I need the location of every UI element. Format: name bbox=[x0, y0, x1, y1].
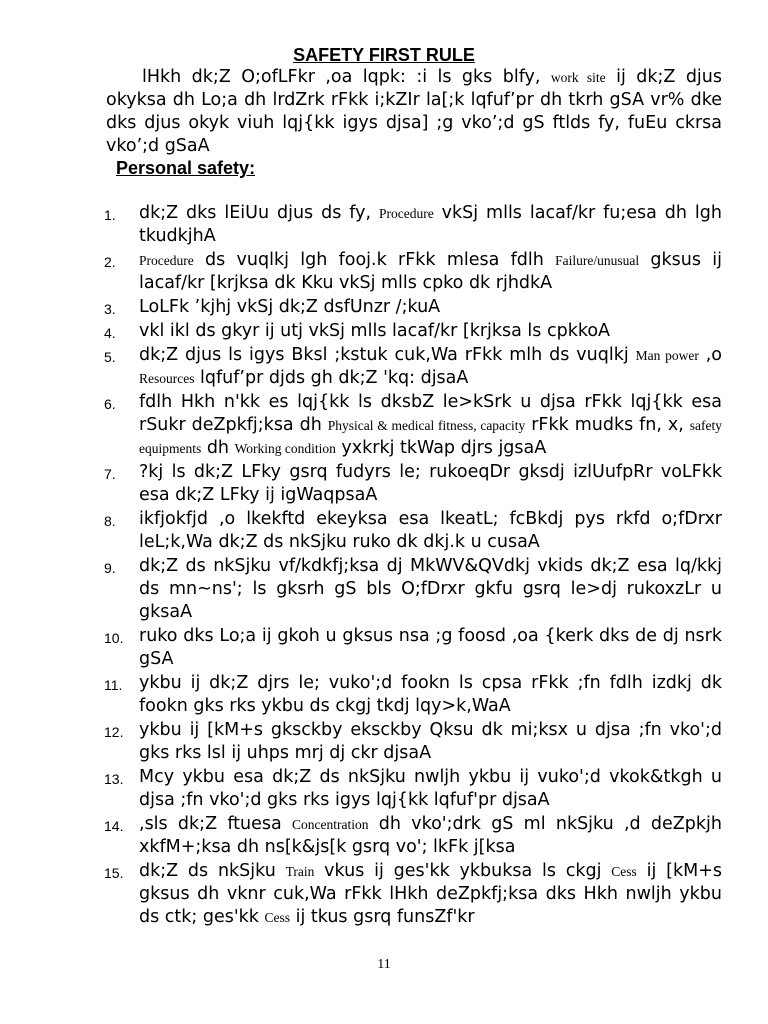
list-item-text: ,o bbox=[698, 345, 723, 365]
list-item bbox=[0, 625, 722, 671]
english-term: Failure/unusual bbox=[555, 253, 640, 268]
list-item bbox=[0, 672, 722, 718]
english-term: Man power bbox=[635, 348, 699, 363]
list-item-text: ruko dks Lo;a ij gkoh u gksus nsa ;g foosd ,oa {kerk dks de dj nsrk gSA bbox=[139, 626, 722, 669]
list-item bbox=[0, 555, 722, 624]
intro-text: lHkh dk;Z O;ofLFkr ,oa lqpk: :i ls gks blfy, bbox=[142, 67, 551, 87]
list-item bbox=[0, 320, 722, 343]
list-item-text: ds vuqlkj lgh fooj.k rFkk mlesa fdlh bbox=[193, 250, 556, 270]
list-item-number: 12. bbox=[104, 724, 124, 740]
list-item-number: 3. bbox=[104, 301, 116, 317]
list-item-text: vkSj mlls lacaf/kr fu;esa dh lgh tkudkjhA bbox=[139, 203, 722, 246]
list-item-number: 1. bbox=[104, 207, 116, 223]
page-title: SAFETY FIRST RULE bbox=[293, 45, 475, 65]
list-item-text: dk;Z ds nkSjku vf/kdkfj;ksa dj MkWV&QVdkj vkids dk;Z esa lq/kkj ds mn~ns'; ls gksrh gS bls O;fDrxr gkfu gsrq le>dj rukoxzLr u gksaA bbox=[139, 556, 722, 622]
list-item-text: ykbu ij [kM+s gksckby eksckby Qksu dk mi;ksx u djsa ;fn vko';d gks rks lsl ij uhps mrj dj ckr djsaA bbox=[139, 720, 722, 763]
english-term: Train bbox=[285, 864, 315, 879]
list-item-number: 15. bbox=[104, 865, 124, 881]
list-item-number: 11. bbox=[104, 677, 123, 693]
list-item-text: rFkk mudks fn, x, bbox=[525, 415, 690, 435]
list-item-text: dh vko';drk gS ml nkSjku ,d deZpkjh xkfM+;ksa dh ns[k&js[k gsrq vo'; lkFk j[ksa bbox=[139, 814, 722, 857]
list-item-text: vkl ikl ds gkyr ij utj vkSj mlls lacaf/kr [krjksa ls cpkkoA bbox=[139, 321, 611, 341]
list-item-text: ykbu ij dk;Z djrs le; vuko';d fookn ls cpsa rFkk ;fn fdlh izdkj dk fookn gks rks ykbu ds ckgj tkdj lqy>k,WaA bbox=[139, 673, 722, 716]
section-heading: Personal safety: bbox=[116, 158, 256, 178]
list-item bbox=[0, 344, 722, 390]
list-item bbox=[0, 391, 722, 460]
list-item-text: dk;Z dks lEiUu djus ds fy, bbox=[139, 203, 379, 223]
list-item bbox=[0, 719, 722, 765]
list-item-number: 13. bbox=[104, 771, 124, 787]
list-item-text: dk;Z ds nkSjku bbox=[139, 861, 286, 881]
list-item bbox=[0, 202, 722, 248]
list-item bbox=[0, 249, 722, 295]
english-term: Physical & medical fitness, capacity bbox=[327, 418, 526, 433]
english-term: Working condition bbox=[234, 441, 336, 456]
list-item-number: 6. bbox=[104, 396, 116, 412]
intro-paragraph bbox=[106, 66, 722, 158]
english-term: Resources bbox=[139, 371, 195, 386]
list-item-text: ij tkus gsrq funsZf'kr bbox=[290, 907, 475, 927]
list-item bbox=[0, 813, 722, 859]
list-item-number: 7. bbox=[104, 466, 116, 482]
page-number: 11 bbox=[377, 957, 391, 972]
rules-list bbox=[0, 202, 768, 930]
english-term: Cess bbox=[611, 864, 637, 879]
list-item-number: 14. bbox=[104, 818, 124, 834]
list-item-number: 8. bbox=[104, 513, 116, 529]
list-item-number: 4. bbox=[104, 325, 116, 341]
list-item-number: 10. bbox=[104, 630, 124, 646]
list-item-text: ,sls dk;Z ftuesa bbox=[139, 814, 292, 834]
list-item-number: 9. bbox=[104, 560, 116, 576]
list-item-text: ij [kM+s gksus dh vknr cuk,Wa rFkk lHkh deZpkfj;ksa dks Hkh nwljh ykbu ds ctk; ges'kk bbox=[139, 861, 722, 927]
list-item-text: gksus ij lacaf/kr [krjksa dk Kku vkSj mlls cpko dk rjhdkA bbox=[139, 250, 723, 293]
english-term: safety equipments bbox=[139, 418, 722, 456]
list-item-text: fdlh Hkh n'kk es lqj{kk ls dksbZ le>kSrk u djsa rFkk lqj{kk esa rSukr deZpkfj;ksa dh bbox=[139, 392, 722, 435]
intro-text: ij dk;Z djus okyksa dh Lo;a dh lrdZrk rFkk i;kZIr la[;k lqfuf’pr dh tkrh gSA vr% dke dks djus okyk viuh lqj{kk igys djsa] ;g vko’;d gS ftlds fy, fuEu ckrsa vko’;d gSaA bbox=[106, 67, 723, 156]
list-item-text: dh bbox=[201, 438, 235, 458]
list-item-number: 5. bbox=[104, 349, 116, 365]
list-item-text: dk;Z djus ls igys Bksl ;kstuk cuk,Wa rFkk mlh ds vuqlkj bbox=[139, 345, 636, 365]
list-item-text: yxkrkj tkWap djrs jgsaA bbox=[335, 438, 547, 458]
english-term: Cess bbox=[264, 910, 291, 925]
list-item-text: ikfjokfjd ,o lkekftd ekeyksa esa lkeatL; fcBkdj pys rkfd o;fDrxr leL;k,Wa dk;Z ds nkSjku ruko dk dkj.k u cusaA bbox=[139, 509, 722, 552]
list-item bbox=[0, 508, 722, 554]
intro-english-term: work site bbox=[550, 70, 606, 85]
list-item-text: vkus ij ges'kk ykbuksa ls ckgj bbox=[314, 861, 612, 881]
list-item-text: lqfuf’pr djds gh dk;Z 'kq: djsaA bbox=[194, 368, 469, 388]
english-term: Concentration bbox=[292, 817, 369, 832]
list-item-number: 2. bbox=[104, 254, 116, 270]
list-item-text: ?kj ls dk;Z LFky gsrq fudyrs le; rukoeqDr gksdj izlUufpRr voLFkk esa dk;Z LFky ij igWaqpsaA bbox=[139, 462, 722, 505]
list-item-text: LoLFk ’kjhj vkSj dk;Z dsfUnzr /;kuA bbox=[139, 297, 441, 317]
list-item bbox=[0, 296, 722, 319]
list-item-text: Mcy ykbu esa dk;Z ds nkSjku nwljh ykbu ij vuko';d vkok&tkgh u djsa ;fn vko';d gks rks igys lqj{kk lqfuf'pr djsaA bbox=[139, 767, 722, 810]
english-term: Procedure bbox=[378, 206, 434, 221]
list-item bbox=[0, 860, 722, 929]
english-term: Procedure bbox=[139, 253, 194, 268]
list-item bbox=[0, 766, 722, 812]
list-item bbox=[0, 461, 722, 507]
